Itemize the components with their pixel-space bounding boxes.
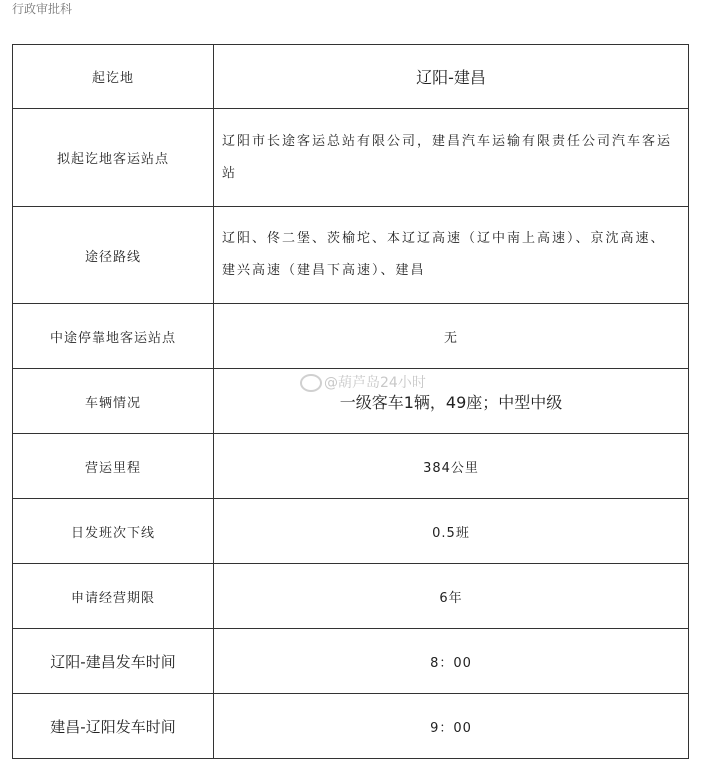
row-label-vehicle: 车辆情况: [13, 369, 214, 434]
row-label-departure-liaoyang: 辽阳-建昌发车时间: [13, 629, 214, 694]
row-value-origin-destination: 辽阳-建昌: [214, 45, 689, 109]
row-label-stations: 拟起讫地客运站点: [13, 109, 214, 207]
route-permit-table: [12, 44, 689, 759]
row-label-stops: 中途停靠地客运站点: [13, 304, 214, 369]
table-row: [13, 434, 689, 499]
row-label-term: 申请经营期限: [13, 564, 214, 629]
row-value-route: 辽阳、佟二堡、茨榆坨、本辽辽高速（辽中南上高速）、京沈高速、建兴高速（建昌下高速）、建昌: [214, 207, 689, 304]
row-value-departure-liaoyang: 8：00: [214, 629, 689, 694]
row-value-stations: 辽阳市长途客运总站有限公司，建昌汽车运输有限责任公司汽车客运站: [214, 109, 689, 207]
watermark: [300, 372, 426, 392]
section-heading: 行政审批科: [12, 2, 73, 16]
table-row: [13, 629, 689, 694]
table-row: [13, 499, 689, 564]
row-value-departure-jianchang: 9：00: [214, 694, 689, 759]
row-label-route: 途径路线: [13, 207, 214, 304]
watermark-text: @葫芦岛24小时: [324, 375, 426, 391]
table-row: [13, 109, 689, 207]
table-row: [13, 564, 689, 629]
row-label-mileage: 营运里程: [13, 434, 214, 499]
weibo-icon: [300, 374, 322, 392]
table-row: [13, 45, 689, 109]
row-value-term: 6年: [214, 564, 689, 629]
table-row: [13, 207, 689, 304]
row-label-departure-jianchang: 建昌-辽阳发车时间: [13, 694, 214, 759]
row-label-daily-trips: 日发班次下线: [13, 499, 214, 564]
row-value-mileage: 384公里: [214, 434, 689, 499]
table-row: [13, 694, 689, 759]
row-value-vehicle: 一级客车1辆，49座；中型中级: [214, 369, 689, 434]
table-row: [13, 304, 689, 369]
row-value-stops: 无: [214, 304, 689, 369]
row-value-daily-trips: 0.5班: [214, 499, 689, 564]
row-label-origin-destination: 起讫地: [13, 45, 214, 109]
